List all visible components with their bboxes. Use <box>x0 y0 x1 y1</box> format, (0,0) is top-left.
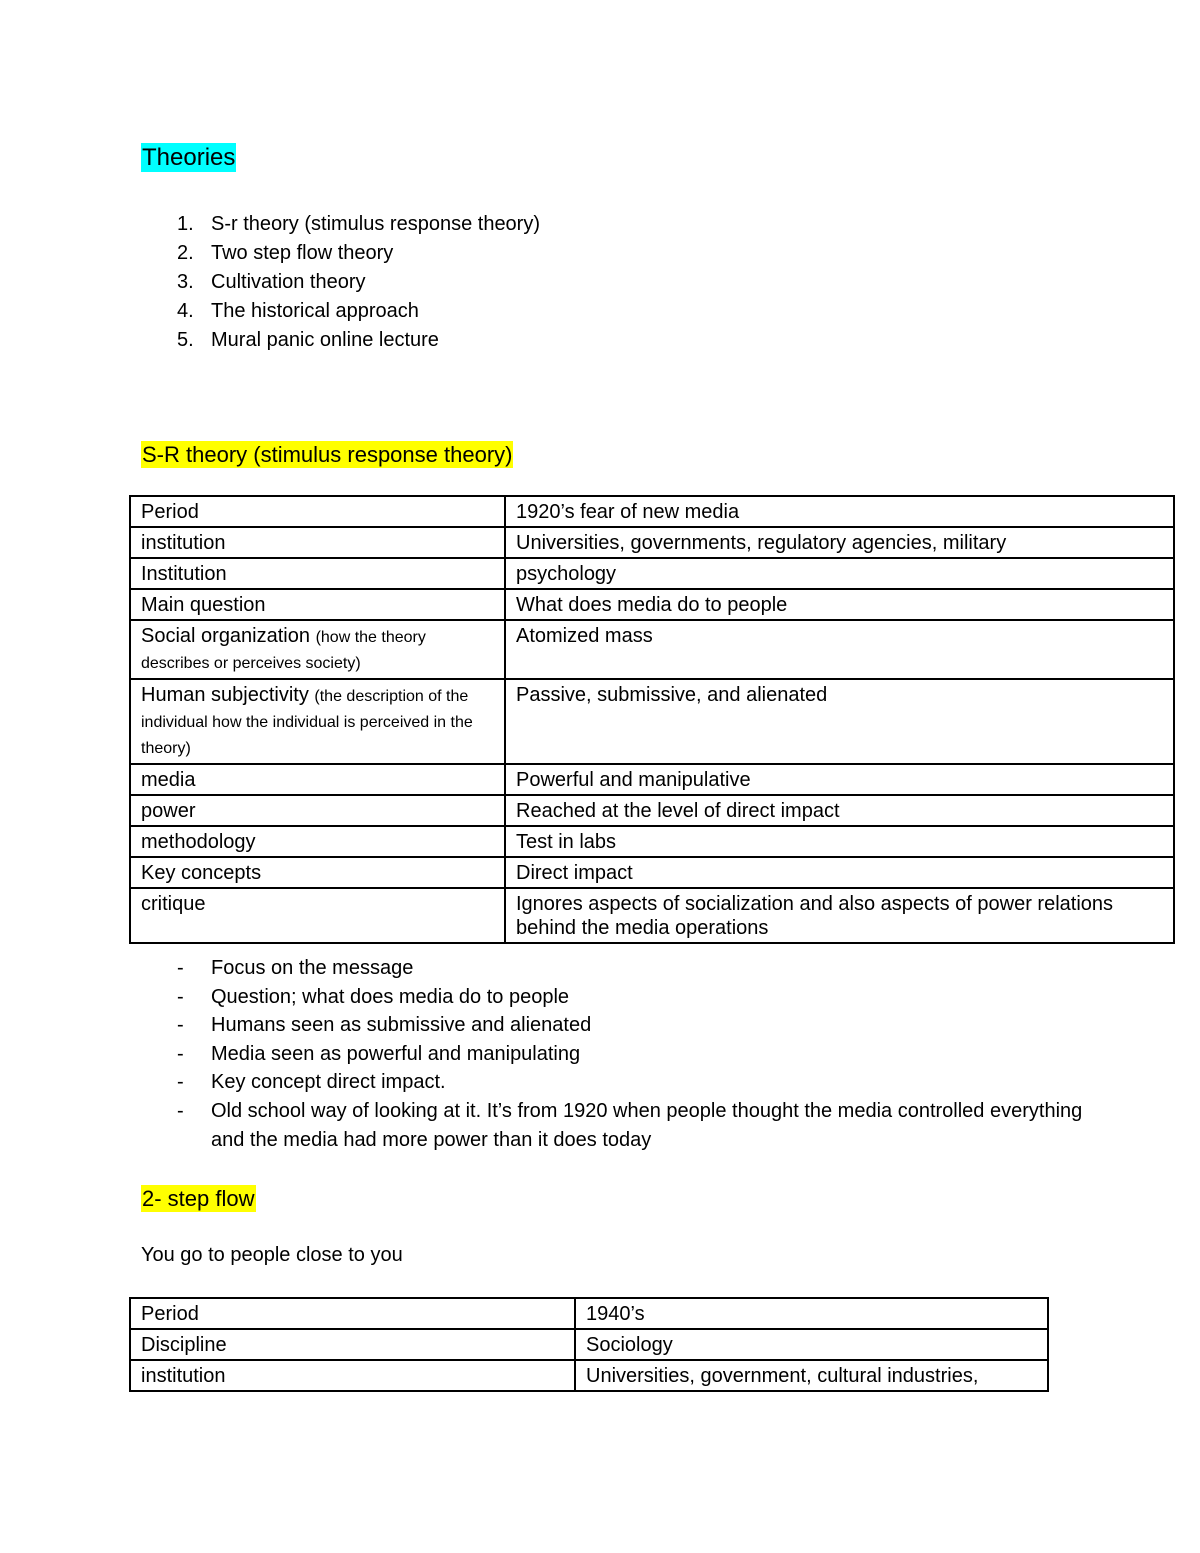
row-value: Test in labs <box>505 826 1174 857</box>
label-note: (how the theory describes or perceives society) <box>141 629 426 672</box>
row-value: Ignores aspects of socialization and also aspects of power relations behind the media operations <box>505 888 1174 943</box>
sr-bullet-list <box>141 954 1091 1154</box>
row-value: What does media do to people <box>505 589 1174 620</box>
list-item <box>141 210 540 239</box>
row-label <box>130 620 505 679</box>
list-item-text: Focus on the message <box>211 957 414 979</box>
list-item <box>141 1068 1091 1097</box>
label-text: media <box>141 769 196 791</box>
row-value: psychology <box>505 558 1174 589</box>
page-title <box>141 143 236 173</box>
sr-theory-table <box>129 495 1175 944</box>
row-label <box>130 527 505 558</box>
label-text: Human subjectivity <box>141 684 309 706</box>
list-item <box>141 1011 1091 1040</box>
row-label <box>130 888 505 943</box>
list-item-text: S-r theory (stimulus response theory) <box>211 213 541 235</box>
list-item-text: Old school way of looking at it. It’s from 1920 when people thought the media controlled everything and the media had more power than it does today <box>211 1099 1083 1151</box>
list-marker: 2. <box>177 242 194 264</box>
row-label <box>130 764 505 795</box>
row-value: Reached at the level of direct impact <box>505 795 1174 826</box>
row-label <box>130 496 505 527</box>
list-item <box>141 239 540 268</box>
row-label <box>130 679 505 764</box>
row-label: Period <box>130 1298 575 1329</box>
theory-list <box>141 210 540 355</box>
row-value: Universities, government, cultural industries, <box>575 1360 1048 1391</box>
list-item <box>141 297 540 326</box>
table-row <box>130 620 1174 679</box>
row-value: 1920’s fear of new media <box>505 496 1174 527</box>
title-highlight: Theories <box>142 144 236 171</box>
list-marker: - <box>177 1071 184 1094</box>
label-note: (the description of the individual how the individual is perceived in the theory) <box>141 688 473 757</box>
label-text: power <box>141 800 196 822</box>
row-value: Universities, governments, regulatory agencies, military <box>505 527 1174 558</box>
table-row <box>130 826 1174 857</box>
table-row <box>130 888 1174 943</box>
list-marker: - <box>177 957 184 979</box>
list-item <box>141 1040 1091 1069</box>
two-step-table <box>129 1297 1049 1392</box>
row-label: institution <box>130 1360 575 1391</box>
sr-heading-highlight: S-R theory (stimulus response theory) <box>142 442 513 467</box>
row-value: 1940’s <box>575 1298 1048 1329</box>
label-text: Social organization <box>141 625 310 647</box>
row-value: Atomized mass <box>505 620 1174 679</box>
label-text: Period <box>141 501 199 523</box>
table-row <box>130 1298 1048 1329</box>
row-value: Sociology <box>575 1329 1048 1360</box>
label-text: methodology <box>141 831 256 853</box>
two-step-heading-highlight: 2- step flow <box>142 1186 255 1211</box>
list-marker: - <box>177 985 184 1008</box>
list-marker: 5. <box>177 329 194 351</box>
row-label <box>130 795 505 826</box>
list-item-text: Mural panic online lecture <box>211 329 439 351</box>
label-text: critique <box>141 893 206 915</box>
list-item <box>141 954 1091 983</box>
list-item-text: Media seen as powerful and manipulating <box>211 1042 581 1065</box>
list-item <box>141 983 1091 1012</box>
label-text: Main question <box>141 594 266 616</box>
row-label <box>130 826 505 857</box>
table-row <box>130 764 1174 795</box>
row-label <box>130 857 505 888</box>
list-item-text: Two step flow theory <box>211 242 394 264</box>
table-row <box>130 558 1174 589</box>
row-label: Discipline <box>130 1329 575 1360</box>
list-item-text: The historical approach <box>211 300 419 322</box>
row-label <box>130 558 505 589</box>
table-row <box>130 795 1174 826</box>
sr-theory-heading <box>141 440 513 470</box>
list-marker: 1. <box>177 213 194 235</box>
table-row <box>130 679 1174 764</box>
two-step-intro: You go to people close to you <box>141 1244 403 1266</box>
row-value: Passive, submissive, and alienated <box>505 679 1174 764</box>
list-item-text: Cultivation theory <box>211 271 366 293</box>
two-step-heading <box>141 1184 256 1214</box>
table-row <box>130 589 1174 620</box>
table-row <box>130 496 1174 527</box>
table-row <box>130 1329 1048 1360</box>
label-text: institution <box>141 532 226 554</box>
table-row <box>130 527 1174 558</box>
row-label <box>130 589 505 620</box>
list-item-text: Key concept direct impact. <box>211 1071 446 1094</box>
table-row <box>130 1360 1048 1391</box>
label-text: Key concepts <box>141 862 262 884</box>
list-marker: - <box>177 1014 184 1037</box>
list-marker: - <box>177 1099 184 1122</box>
list-item <box>141 1097 1091 1154</box>
table-row <box>130 857 1174 888</box>
list-marker: 3. <box>177 271 194 293</box>
label-text: Institution <box>141 563 227 585</box>
row-value: Direct impact <box>505 857 1174 888</box>
list-item <box>141 268 540 297</box>
row-value: Powerful and manipulative <box>505 764 1174 795</box>
list-item <box>141 326 540 355</box>
list-marker: 4. <box>177 300 194 322</box>
list-marker: - <box>177 1042 184 1065</box>
list-item-text: Question; what does media do to people <box>211 985 570 1008</box>
list-item-text: Humans seen as submissive and alienated <box>211 1014 592 1037</box>
